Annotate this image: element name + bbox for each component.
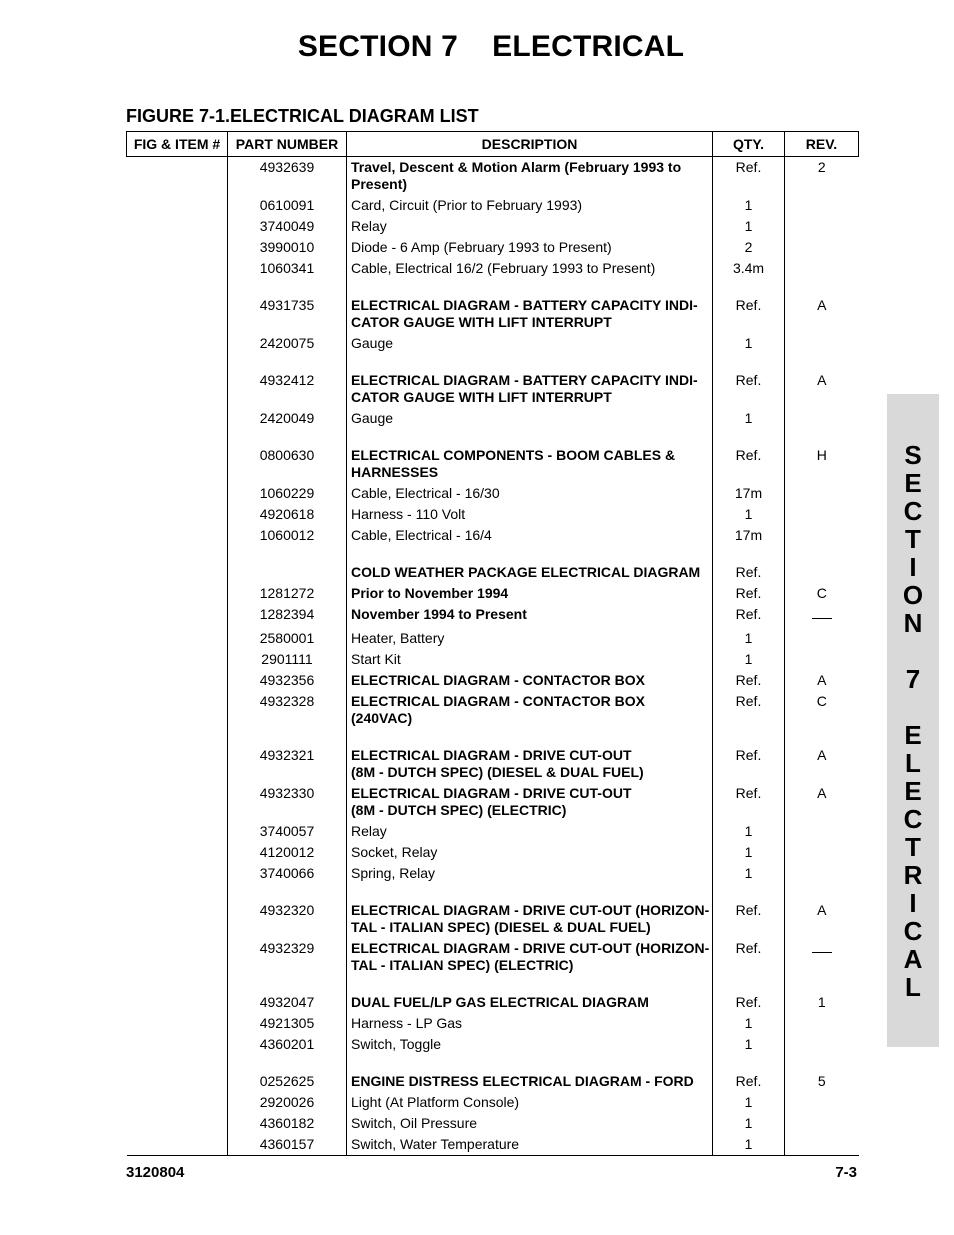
rev-cell: [785, 938, 859, 976]
part-number-cell: 4360157: [228, 1134, 347, 1156]
rev-cell: [785, 258, 859, 279]
side-tab-letter: I: [909, 887, 917, 918]
side-tab-letter: I: [909, 551, 917, 582]
part-number-cell: 1060229: [228, 483, 347, 504]
rev-cell: [785, 821, 859, 842]
description-cell: ELECTRICAL DIAGRAM - BATTERY CAPACITY INDI-CATOR GAUGE WITH LIFT INTERRUPT: [347, 295, 713, 333]
qty-cell: Ref.: [713, 157, 785, 196]
description-line: ELECTRICAL DIAGRAM - DRIVE CUT-OUT: [351, 785, 632, 801]
fig-cell: [127, 408, 228, 429]
fig-cell: [127, 483, 228, 504]
part-number-cell: 4932329: [228, 938, 347, 976]
spacer-row: [127, 354, 859, 370]
description-cell: ELECTRICAL COMPONENTS - BOOM CABLES & HARNESSES: [347, 445, 713, 483]
qty-cell: 1: [713, 1092, 785, 1113]
description-cell: Harness - 110 Volt: [347, 504, 713, 525]
part-number-cell: 4920618: [228, 504, 347, 525]
rev-cell: [785, 483, 859, 504]
part-number-cell: 2420049: [228, 408, 347, 429]
description-cell: Relay: [347, 216, 713, 237]
rev-cell: [785, 195, 859, 216]
part-number-cell: 4932639: [228, 157, 347, 196]
table-row: [127, 445, 859, 483]
fig-cell: [127, 258, 228, 279]
side-tab-letter: E: [904, 719, 922, 750]
table-row: [127, 295, 859, 333]
rev-cell: [785, 1134, 859, 1156]
side-tab-letter: L: [905, 747, 921, 778]
rev-cell: [785, 525, 859, 546]
qty-cell: 1: [713, 863, 785, 884]
table-row: [127, 1134, 859, 1156]
qty-cell: Ref.: [713, 370, 785, 408]
part-number-cell: 4932356: [228, 670, 347, 691]
section-title: SECTION 7 ELECTRICAL: [297, 30, 685, 63]
table-row: [127, 237, 859, 258]
header-rev: REV.: [785, 132, 859, 157]
description-cell: ELECTRICAL DIAGRAM - BATTERY CAPACITY INDI-CATOR GAUGE WITH LIFT INTERRUPT: [347, 370, 713, 408]
description-cell: ELECTRICAL DIAGRAM - DRIVE CUT-OUT (HORIZON-TAL - ITALIAN SPEC) (DIESEL & DUAL FUEL): [347, 900, 713, 938]
qty-cell: 1: [713, 1034, 785, 1055]
fig-cell: [127, 604, 228, 625]
description-cell: Switch, Toggle: [347, 1034, 713, 1055]
part-number-cell: 1282394: [228, 604, 347, 625]
table-row: [127, 628, 859, 649]
description-cell: Start Kit: [347, 649, 713, 670]
table-row: [127, 504, 859, 525]
fig-cell: [127, 583, 228, 604]
fig-cell: [127, 370, 228, 408]
part-number-cell: 4360182: [228, 1113, 347, 1134]
table-row: [127, 333, 859, 354]
description-cell: Light (At Platform Console): [347, 1092, 713, 1113]
fig-cell: [127, 649, 228, 670]
section-side-tab: [887, 394, 939, 1047]
rev-cell: [785, 1113, 859, 1134]
qty-cell: Ref.: [713, 604, 785, 625]
table-row: [127, 370, 859, 408]
qty-cell: Ref.: [713, 691, 785, 729]
side-tab-letter: T: [905, 523, 921, 554]
electrical-diagram-list-table: [126, 131, 859, 1156]
rev-cell: A: [817, 747, 827, 763]
part-number-cell: 0610091: [228, 195, 347, 216]
description-cell: ENGINE DISTRESS ELECTRICAL DIAGRAM - FORD: [347, 1071, 713, 1092]
qty-cell: 1: [713, 842, 785, 863]
rev-cell: [785, 333, 859, 354]
rev-cell: 5: [817, 1073, 826, 1089]
rev-cell: [785, 1013, 859, 1034]
description-cell: Harness - LP Gas: [347, 1013, 713, 1034]
part-number-cell: 0252625: [228, 1071, 347, 1092]
qty-cell: Ref.: [713, 445, 785, 483]
table-row: [127, 195, 859, 216]
qty-cell: 1: [713, 1113, 785, 1134]
table-row: [127, 1034, 859, 1055]
rev-cell: A: [817, 297, 827, 313]
qty-cell: 1: [713, 195, 785, 216]
part-number-cell: 2420075: [228, 333, 347, 354]
figure-title: FIGURE 7-1.ELECTRICAL DIAGRAM LIST: [126, 106, 479, 126]
header-description: DESCRIPTION: [347, 132, 713, 157]
header-part-number: PART NUMBER: [228, 132, 347, 157]
spacer-row: [127, 729, 859, 745]
part-number-cell: 4921305: [228, 1013, 347, 1034]
fig-cell: [127, 745, 228, 783]
part-number-cell: 4931735: [228, 295, 347, 333]
rev-cell: [785, 842, 859, 863]
description-cell: [347, 745, 713, 783]
description-cell: Cable, Electrical 16/2 (February 1993 to Present): [347, 258, 713, 279]
side-tab-letter: T: [905, 831, 921, 862]
table-row: [127, 216, 859, 237]
description-cell: Diode - 6 Amp (February 1993 to Present): [347, 237, 713, 258]
qty-cell: Ref.: [713, 583, 785, 604]
fig-cell: [127, 992, 228, 1013]
spacer-row: [127, 429, 859, 445]
table-row: [127, 258, 859, 279]
rev-cell: [785, 562, 859, 583]
qty-cell: 1: [713, 1134, 785, 1156]
description-cell: November 1994 to Present: [347, 604, 713, 625]
description-cell: Prior to November 1994: [347, 583, 713, 604]
rev-cell: [785, 628, 859, 649]
rev-cell: [785, 604, 859, 625]
qty-cell: Ref.: [713, 1071, 785, 1092]
part-number-cell: 3740057: [228, 821, 347, 842]
rev-cell: A: [817, 785, 827, 801]
rev-cell: 2: [817, 159, 826, 175]
qty-cell: 2: [713, 237, 785, 258]
qty-cell: Ref.: [713, 295, 785, 333]
document-number: 3120804: [126, 1164, 185, 1181]
description-cell: Heater, Battery: [347, 628, 713, 649]
description-line: (8M - DUTCH SPEC) (DIESEL & DUAL FUEL): [351, 764, 644, 780]
part-number-cell: 1060012: [228, 525, 347, 546]
fig-cell: [127, 445, 228, 483]
table-row: [127, 783, 859, 821]
part-number-cell: 2580001: [228, 628, 347, 649]
table-row: [127, 745, 859, 783]
description-cell: Cable, Electrical - 16/30: [347, 483, 713, 504]
side-tab-letter: N: [903, 607, 923, 638]
table-row: [127, 670, 859, 691]
description-cell: Travel, Descent & Motion Alarm (February 1993 to Present): [347, 157, 713, 196]
rev-cell: [785, 237, 859, 258]
side-tab-letter: C: [903, 915, 923, 946]
table-row: [127, 863, 859, 884]
table-header-row: [127, 132, 859, 157]
qty-cell: Ref.: [713, 992, 785, 1013]
fig-cell: [127, 900, 228, 938]
side-tab-letter: O: [902, 579, 924, 610]
description-cell: Switch, Oil Pressure: [347, 1113, 713, 1134]
table-row: [127, 900, 859, 938]
table-row: [127, 157, 859, 196]
qty-cell: 17m: [713, 483, 785, 504]
fig-cell: [127, 237, 228, 258]
table-row: [127, 1092, 859, 1113]
description-cell: Gauge: [347, 333, 713, 354]
side-tab-letter: E: [904, 775, 922, 806]
table-row: [127, 1113, 859, 1134]
table-row: [127, 1013, 859, 1034]
qty-cell: 1: [713, 628, 785, 649]
part-number-cell: 3740049: [228, 216, 347, 237]
qty-cell: 1: [713, 408, 785, 429]
rev-cell: [785, 863, 859, 884]
qty-cell: 1: [713, 649, 785, 670]
rev-cell: C: [816, 585, 827, 601]
table-row: [127, 992, 859, 1013]
fig-cell: [127, 1013, 228, 1034]
rev-cell: 1: [817, 994, 826, 1010]
side-tab-letter: A: [903, 943, 923, 974]
description-cell: DUAL FUEL/LP GAS ELECTRICAL DIAGRAM: [347, 992, 713, 1013]
part-number-cell: 2920026: [228, 1092, 347, 1113]
fig-cell: [127, 691, 228, 729]
qty-cell: Ref.: [713, 670, 785, 691]
fig-cell: [127, 525, 228, 546]
table-row: [127, 842, 859, 863]
fig-cell: [127, 504, 228, 525]
side-tab-letter: E: [904, 467, 922, 498]
header-qty: QTY.: [713, 132, 785, 157]
description-cell: ELECTRICAL DIAGRAM - DRIVE CUT-OUT (HORIZON-TAL - ITALIAN SPEC) (ELECTRIC): [347, 938, 713, 976]
table-row: [127, 408, 859, 429]
fig-cell: [127, 157, 228, 196]
qty-cell: 17m: [713, 525, 785, 546]
table-row: [127, 562, 859, 583]
qty-cell: 1: [713, 821, 785, 842]
rev-dash: [812, 607, 832, 619]
rev-cell: [785, 1034, 859, 1055]
description-line: ELECTRICAL DIAGRAM - DRIVE CUT-OUT: [351, 747, 632, 763]
spacer-row: [127, 279, 859, 295]
part-number-cell: 4120012: [228, 842, 347, 863]
fig-cell: [127, 863, 228, 884]
side-tab-letter: R: [903, 859, 923, 890]
part-number-cell: 4932412: [228, 370, 347, 408]
fig-cell: [127, 938, 228, 976]
rev-cell: A: [817, 372, 827, 388]
rev-dash: [812, 941, 832, 953]
qty-cell: 1: [713, 216, 785, 237]
qty-cell: Ref.: [713, 900, 785, 938]
description-cell: Switch, Water Temperature: [347, 1134, 713, 1156]
part-number-cell: 4932330: [228, 783, 347, 821]
table-row: [127, 525, 859, 546]
fig-cell: [127, 333, 228, 354]
header-fig-item: FIG & ITEM #: [127, 132, 228, 157]
rev-cell: [785, 649, 859, 670]
description-cell: Spring, Relay: [347, 863, 713, 884]
rev-cell: [785, 1092, 859, 1113]
qty-cell: 1: [713, 1013, 785, 1034]
description-cell: COLD WEATHER PACKAGE ELECTRICAL DIAGRAM: [347, 562, 713, 583]
description-cell: Gauge: [347, 408, 713, 429]
rev-cell: H: [816, 447, 827, 463]
side-tab-letter: 7: [905, 663, 921, 694]
description-line: (8M - DUTCH SPEC) (ELECTRIC): [351, 802, 567, 818]
part-number-cell: 1060341: [228, 258, 347, 279]
qty-cell: Ref.: [713, 783, 785, 821]
table-row: [127, 1071, 859, 1092]
qty-cell: 3.4m: [713, 258, 785, 279]
qty-cell: Ref.: [713, 938, 785, 976]
part-number-cell: 4932047: [228, 992, 347, 1013]
part-number-cell: 0800630: [228, 445, 347, 483]
fig-cell: [127, 1092, 228, 1113]
fig-cell: [127, 1071, 228, 1092]
description-cell: Socket, Relay: [347, 842, 713, 863]
fig-cell: [127, 1113, 228, 1134]
qty-cell: 1: [713, 504, 785, 525]
fig-cell: [127, 562, 228, 583]
spacer-row: [127, 976, 859, 992]
rev-cell: C: [816, 693, 827, 709]
side-tab-letter: L: [905, 971, 921, 1002]
qty-cell: Ref.: [713, 745, 785, 783]
fig-cell: [127, 670, 228, 691]
part-number-cell: 2901111: [228, 649, 347, 670]
part-number-cell: 1281272: [228, 583, 347, 604]
part-number-cell: 3740066: [228, 863, 347, 884]
part-number-cell: 3990010: [228, 237, 347, 258]
description-cell: Cable, Electrical - 16/4: [347, 525, 713, 546]
rev-cell: [785, 504, 859, 525]
fig-cell: [127, 295, 228, 333]
fig-cell: [127, 195, 228, 216]
rev-cell: A: [817, 672, 827, 688]
description-cell: Relay: [347, 821, 713, 842]
rev-cell: A: [817, 902, 827, 918]
spacer-row: [127, 1055, 859, 1071]
spacer-row: [127, 884, 859, 900]
page-number: 7-3: [835, 1164, 857, 1181]
table-row: [127, 483, 859, 504]
description-cell: ELECTRICAL DIAGRAM - CONTACTOR BOX (240VAC): [347, 691, 713, 729]
rev-cell: [785, 408, 859, 429]
part-number-cell: [228, 562, 347, 583]
qty-cell: Ref.: [713, 562, 785, 583]
description-cell: ELECTRICAL DIAGRAM - CONTACTOR BOX: [347, 670, 713, 691]
side-tab-letter: C: [903, 803, 923, 834]
part-number-cell: 4932321: [228, 745, 347, 783]
spacer-row: [127, 546, 859, 562]
part-number-cell: 4932328: [228, 691, 347, 729]
table-row: [127, 938, 859, 976]
table-row: [127, 604, 859, 625]
fig-cell: [127, 628, 228, 649]
part-number-cell: 4932320: [228, 900, 347, 938]
qty-cell: 1: [713, 333, 785, 354]
fig-cell: [127, 783, 228, 821]
table-row: [127, 821, 859, 842]
fig-cell: [127, 821, 228, 842]
description-cell: [347, 783, 713, 821]
fig-cell: [127, 1134, 228, 1156]
part-number-cell: 4360201: [228, 1034, 347, 1055]
rev-cell: [785, 216, 859, 237]
table-row: [127, 583, 859, 604]
side-tab-letter: C: [903, 495, 923, 526]
table-row: [127, 649, 859, 670]
fig-cell: [127, 842, 228, 863]
table-row: [127, 691, 859, 729]
description-cell: Card, Circuit (Prior to February 1993): [347, 195, 713, 216]
fig-cell: [127, 1034, 228, 1055]
fig-cell: [127, 216, 228, 237]
side-tab-letter: S: [904, 439, 922, 470]
